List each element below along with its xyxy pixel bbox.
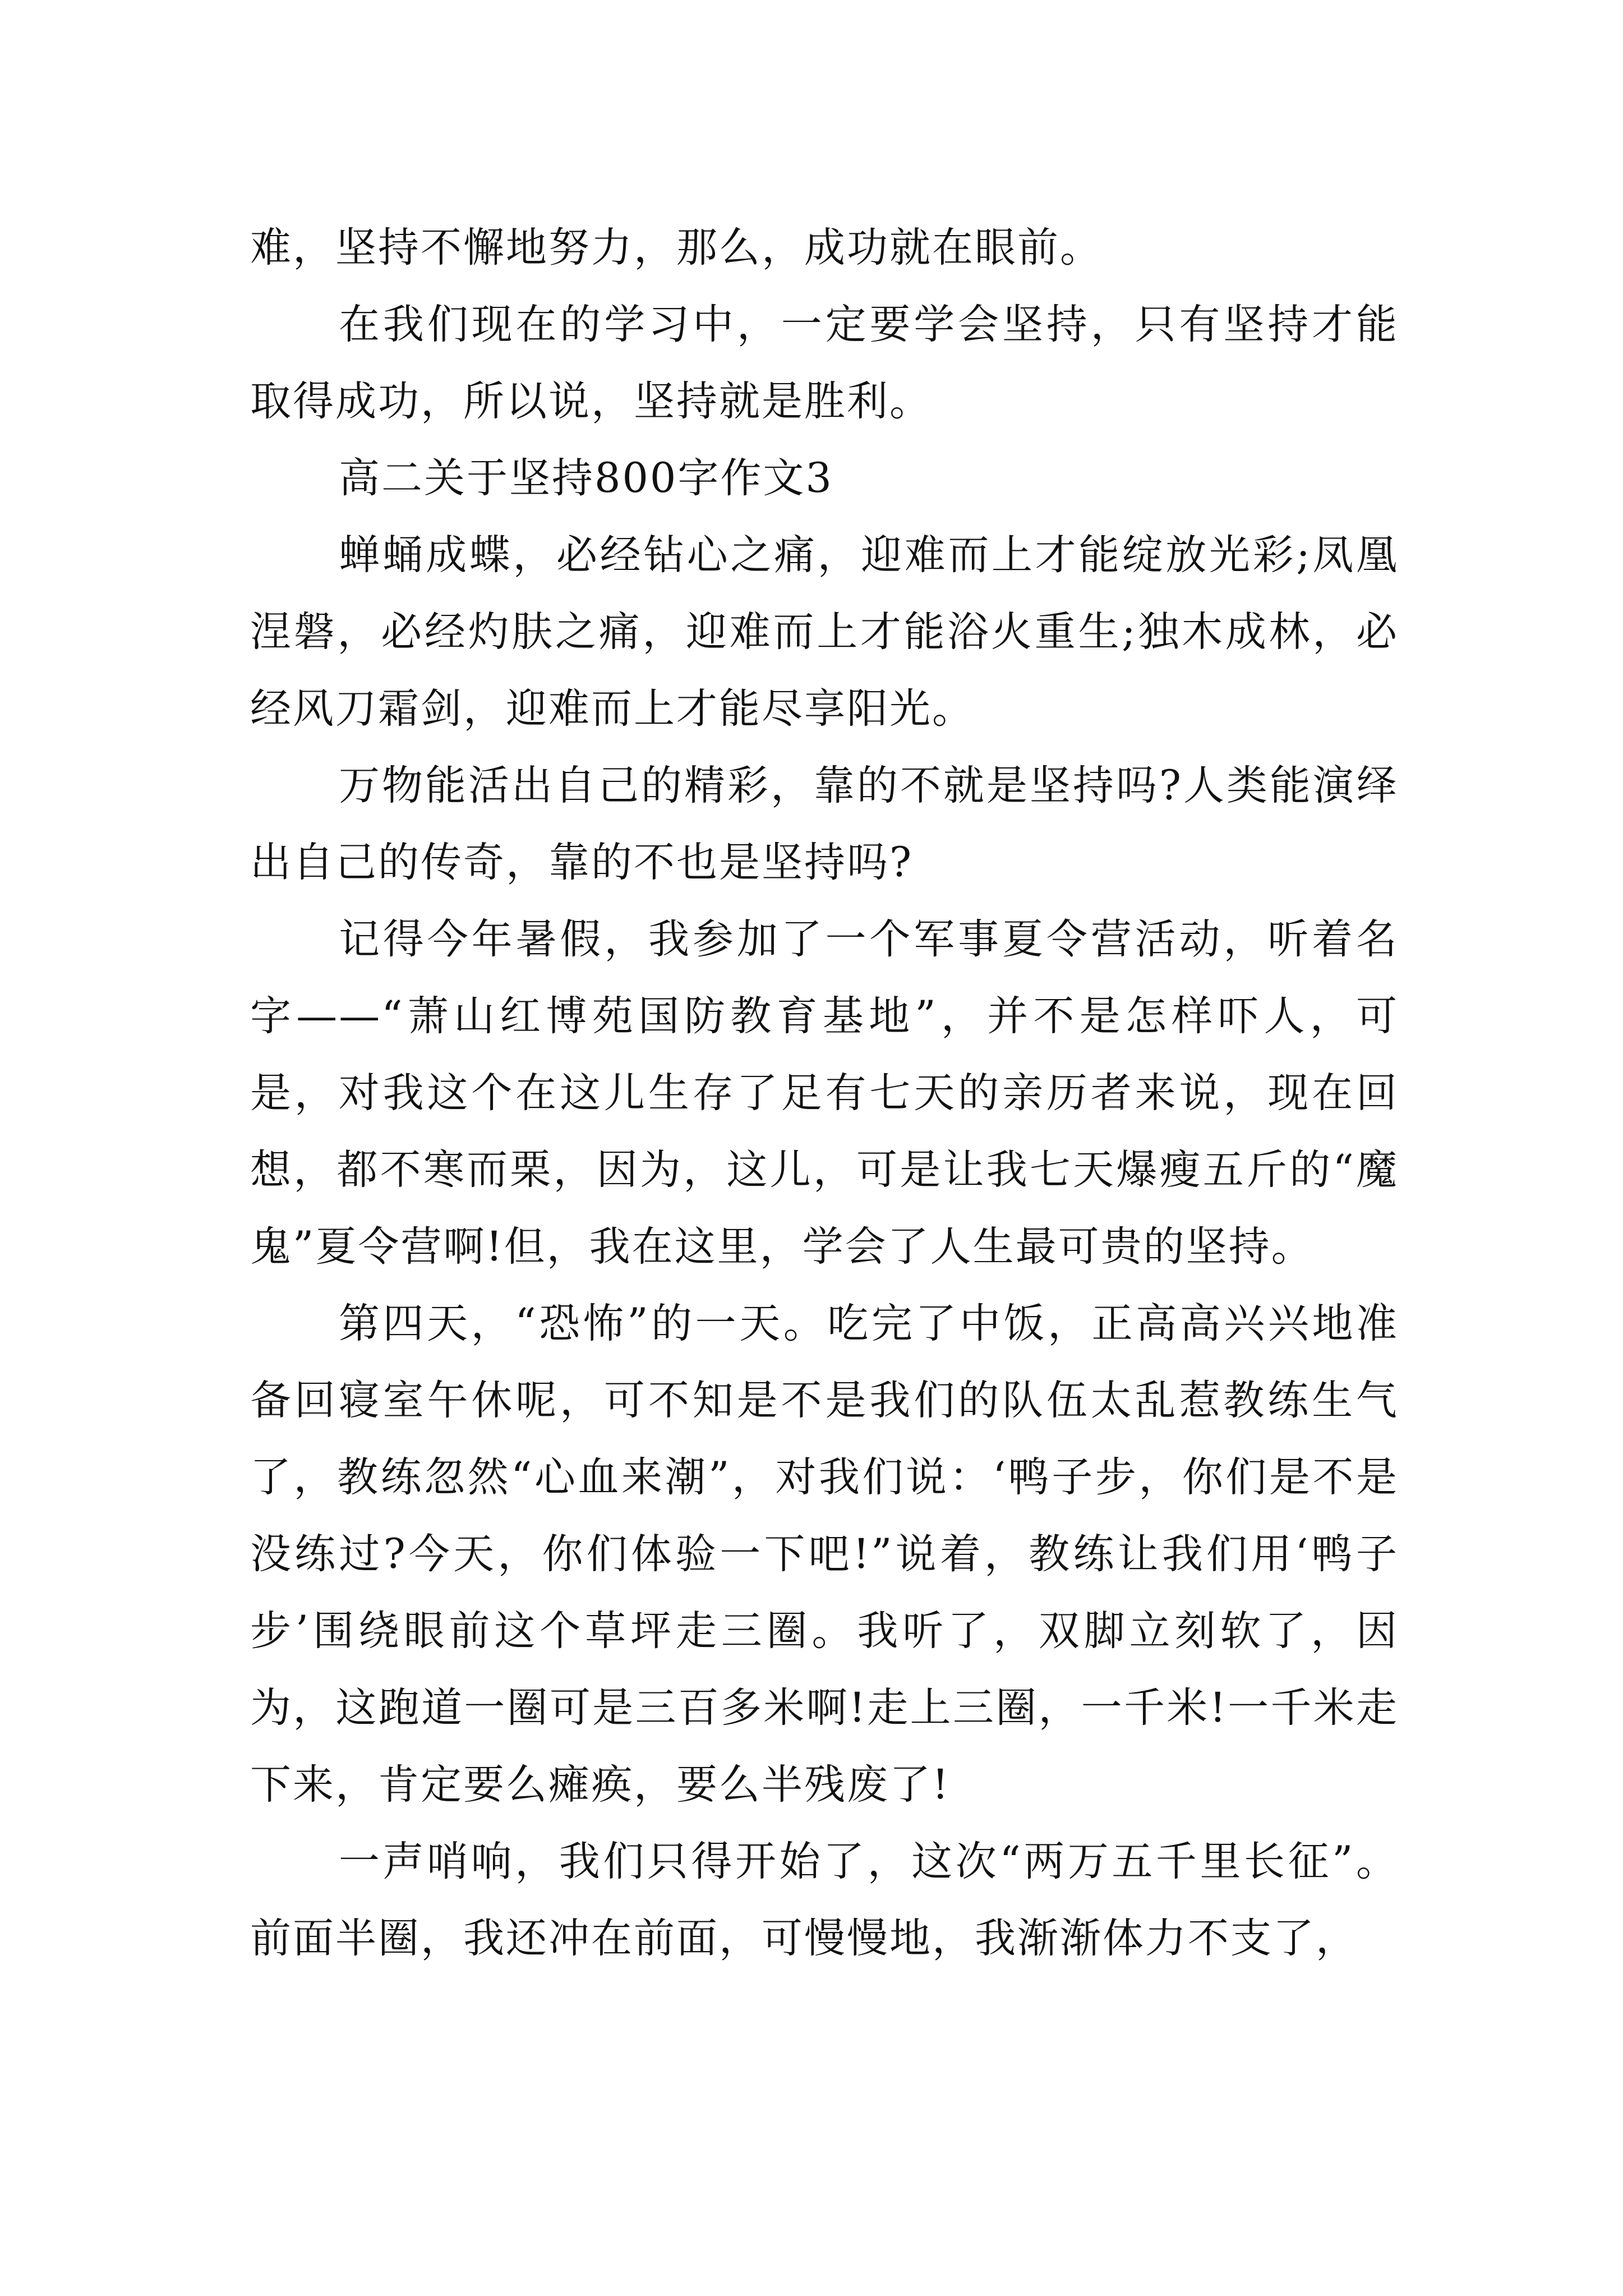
paragraph-1: 难，坚持不懈地努力，那么，成功就在眼前。 bbox=[250, 224, 1103, 272]
paragraph-7: 一声哨响，我们只得开始了，这次“两万五千里长征”。前面半圈，我还冲在前面，可慢慢地，我渐渐体力不支了， bbox=[250, 1838, 1399, 1962]
paragraph-4: 万物能活出自己的精彩，靠的不就是坚持吗?人类能演绎出自己的传奇，靠的不也是坚持吗? bbox=[250, 762, 1399, 886]
section-heading: 高二关于坚持800字作文3 bbox=[339, 454, 833, 502]
paragraph-6: 第四天，“恐怖”的一天。吃完了中饭，正高高兴兴地准备回寝室午休呢，可不知是不是我们的队伍太乱惹教练生气了，教练忽然“心血来潮”，对我们说：‘鸭子步，你们是不是没练过?今天，你们体验一下吧!”说着，教练让我们用‘鸭子步’围绕眼前这个草坪走三圈。我听了，双脚立刻软了，因为，这跑道一圈可是三百多米啊!走上三圈，一千米!一千米走下来，肯定要么瘫痪，要么半残废了! bbox=[250, 1300, 1399, 1809]
paragraph-2: 在我们现在的学习中，一定要学会坚持，只有坚持才能取得成功，所以说，坚持就是胜利。 bbox=[250, 301, 1399, 425]
paragraph-5: 记得今年暑假，我参加了一个军事夏令营活动，听着名字——“萧山红博苑国防教育基地”，并不是怎样吓人，可是，对我这个在这儿生存了足有七天的亲历者来说，现在回想，都不寒而栗，因为，这儿，可是让我七天爆瘦五斤的“魔鬼”夏令营啊!但，我在这里，学会了人生最可贵的坚持。 bbox=[250, 915, 1399, 1271]
paragraph-3: 蝉蛹成蝶，必经钻心之痛，迎难而上才能绽放光彩;凤凰涅磐，必经灼肤之痛，迎难而上才能浴火重生;独木成林，必经风刀霜剑，迎难而上才能尽享阳光。 bbox=[250, 531, 1399, 733]
text-body bbox=[250, 209, 1399, 1977]
